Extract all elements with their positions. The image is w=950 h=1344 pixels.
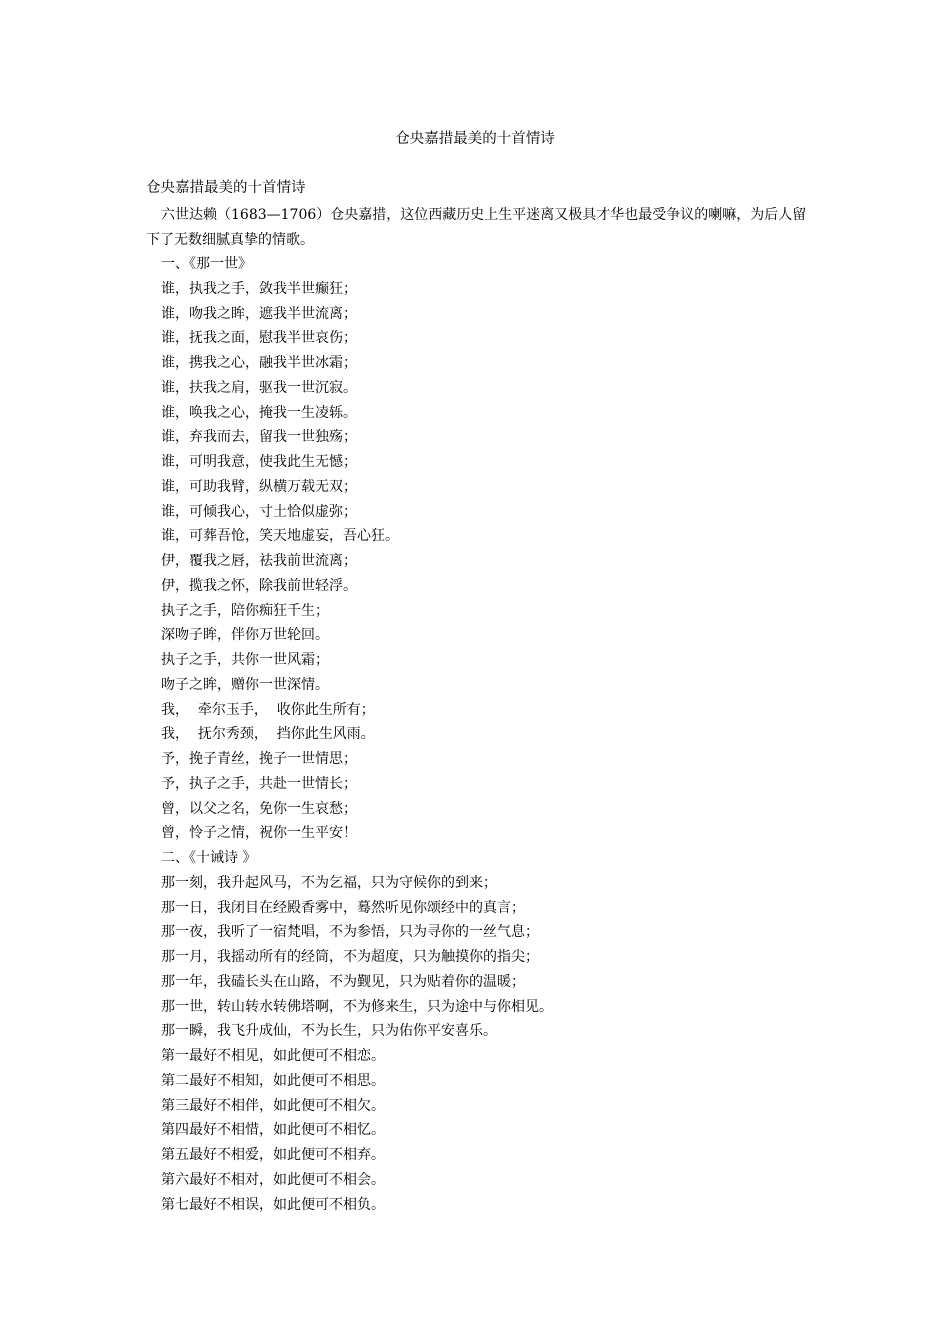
poem-line: 谁，抚我之面，慰我半世哀伤； [161, 330, 357, 347]
poem-line: 第六最好不相对，如此便可不相会。 [161, 1171, 385, 1188]
poem-line: 那一刻，我升起风马，不为乞福，只为守候你的到来； [161, 874, 497, 891]
poem-line: 谁，唤我之心，掩我一生凌轹。 [161, 404, 357, 421]
poem-line: 谁，可助我臂，纵横万载无双； [161, 478, 357, 495]
intro-text: 六世达赖（1683—1706）仓央嘉措，这位西藏历史上生平迷离又极具才华也最受争议的喇嘛，为后人留下了无数细腻真挚的情歌。 [146, 207, 807, 248]
poem-line: 伊，揽我之怀，除我前世轻浮。 [161, 577, 357, 594]
poem-line: 谁，弃我而去，留我一世独殇； [161, 429, 357, 446]
poem-line: 那一夜，我听了一宿梵唱，不为参悟，只为寻你的一丝气息； [161, 924, 539, 941]
poem-line: 二、《十诫诗 》 [161, 850, 257, 866]
poem-line: 伊，覆我之唇，祛我前世流离； [161, 553, 357, 569]
poem-line: 谁，携我之心，融我半世冰霜； [161, 355, 357, 371]
poem-line: 曾，以父之名，免你一生哀愁； [161, 800, 357, 817]
poem-line: 谁，可倾我心，寸土恰似虚弥； [161, 503, 357, 520]
poem-lines [161, 252, 801, 1217]
poem-line: 我， 抚尔秀颈， 挡你此生风雨。 [161, 726, 375, 743]
poem-line: 深吻子眸，伴你万世轮回。 [161, 627, 329, 644]
poem-line: 予，执子之手，共赴一世情长； [161, 775, 357, 792]
poem-line: 第四最好不相惜，如此便可不相忆。 [161, 1122, 385, 1139]
poem-line: 那一瞬，我飞升成仙，不为长生，只为佑你平安喜乐。 [161, 1023, 497, 1040]
poem-line: 我， 牵尔玉手， 收你此生所有； [161, 701, 375, 718]
poem-line: 执子之手，陪你痴狂千生； [161, 602, 329, 619]
poem-line: 那一世，转山转水转佛塔啊，不为修来生，只为途中与你相见。 [161, 998, 553, 1015]
poem-line: 谁，可葬吾怆，笑天地虚妄，吾心狂。 [161, 528, 399, 545]
document-title: 仓央嘉措最美的十首情诗 [395, 131, 555, 147]
poem-line: 第一最好不相见，如此便可不相恋。 [161, 1048, 385, 1064]
poem-line: 谁，扶我之肩，驱我一世沉寂。 [161, 379, 357, 396]
poem-line: 执子之手，共你一世风霜； [161, 652, 329, 668]
poem-line: 第五最好不相爱，如此便可不相弃。 [161, 1147, 385, 1163]
poem-line: 一、《那一世》 [161, 256, 252, 272]
poem-line: 那一年，我磕长头在山路，不为觐见，只为贴着你的温暖； [161, 973, 525, 990]
poem-line: 予，挽子青丝，挽子一世情思； [161, 751, 357, 767]
poem-line: 第七最好不相误，如此便可不相负。 [161, 1196, 385, 1213]
poem-line: 曾，怜子之情，祝你一生平安！ [161, 825, 357, 842]
poem-line: 第二最好不相知，如此便可不相思。 [161, 1072, 385, 1089]
poem-line: 第三最好不相伴，如此便可不相欠。 [161, 1097, 385, 1114]
poem-line: 谁，可明我意，使我此生无憾； [161, 454, 357, 470]
intro-paragraph [146, 203, 816, 252]
section-heading: 仓央嘉措最美的十首情诗 [146, 180, 306, 196]
poem-line: 谁，吻我之眸，遮我半世流离； [161, 305, 357, 322]
poem-line: 那一月，我摇动所有的经筒，不为超度，只为触摸你的指尖； [161, 949, 539, 965]
poem-line: 那一日，我闭目在经殿香雾中，蓦然听见你颂经中的真言； [161, 899, 525, 916]
poem-line: 吻子之眸，赠你一世深情。 [161, 676, 329, 693]
poem-line: 谁，执我之手，敛我半世癫狂； [161, 280, 357, 297]
